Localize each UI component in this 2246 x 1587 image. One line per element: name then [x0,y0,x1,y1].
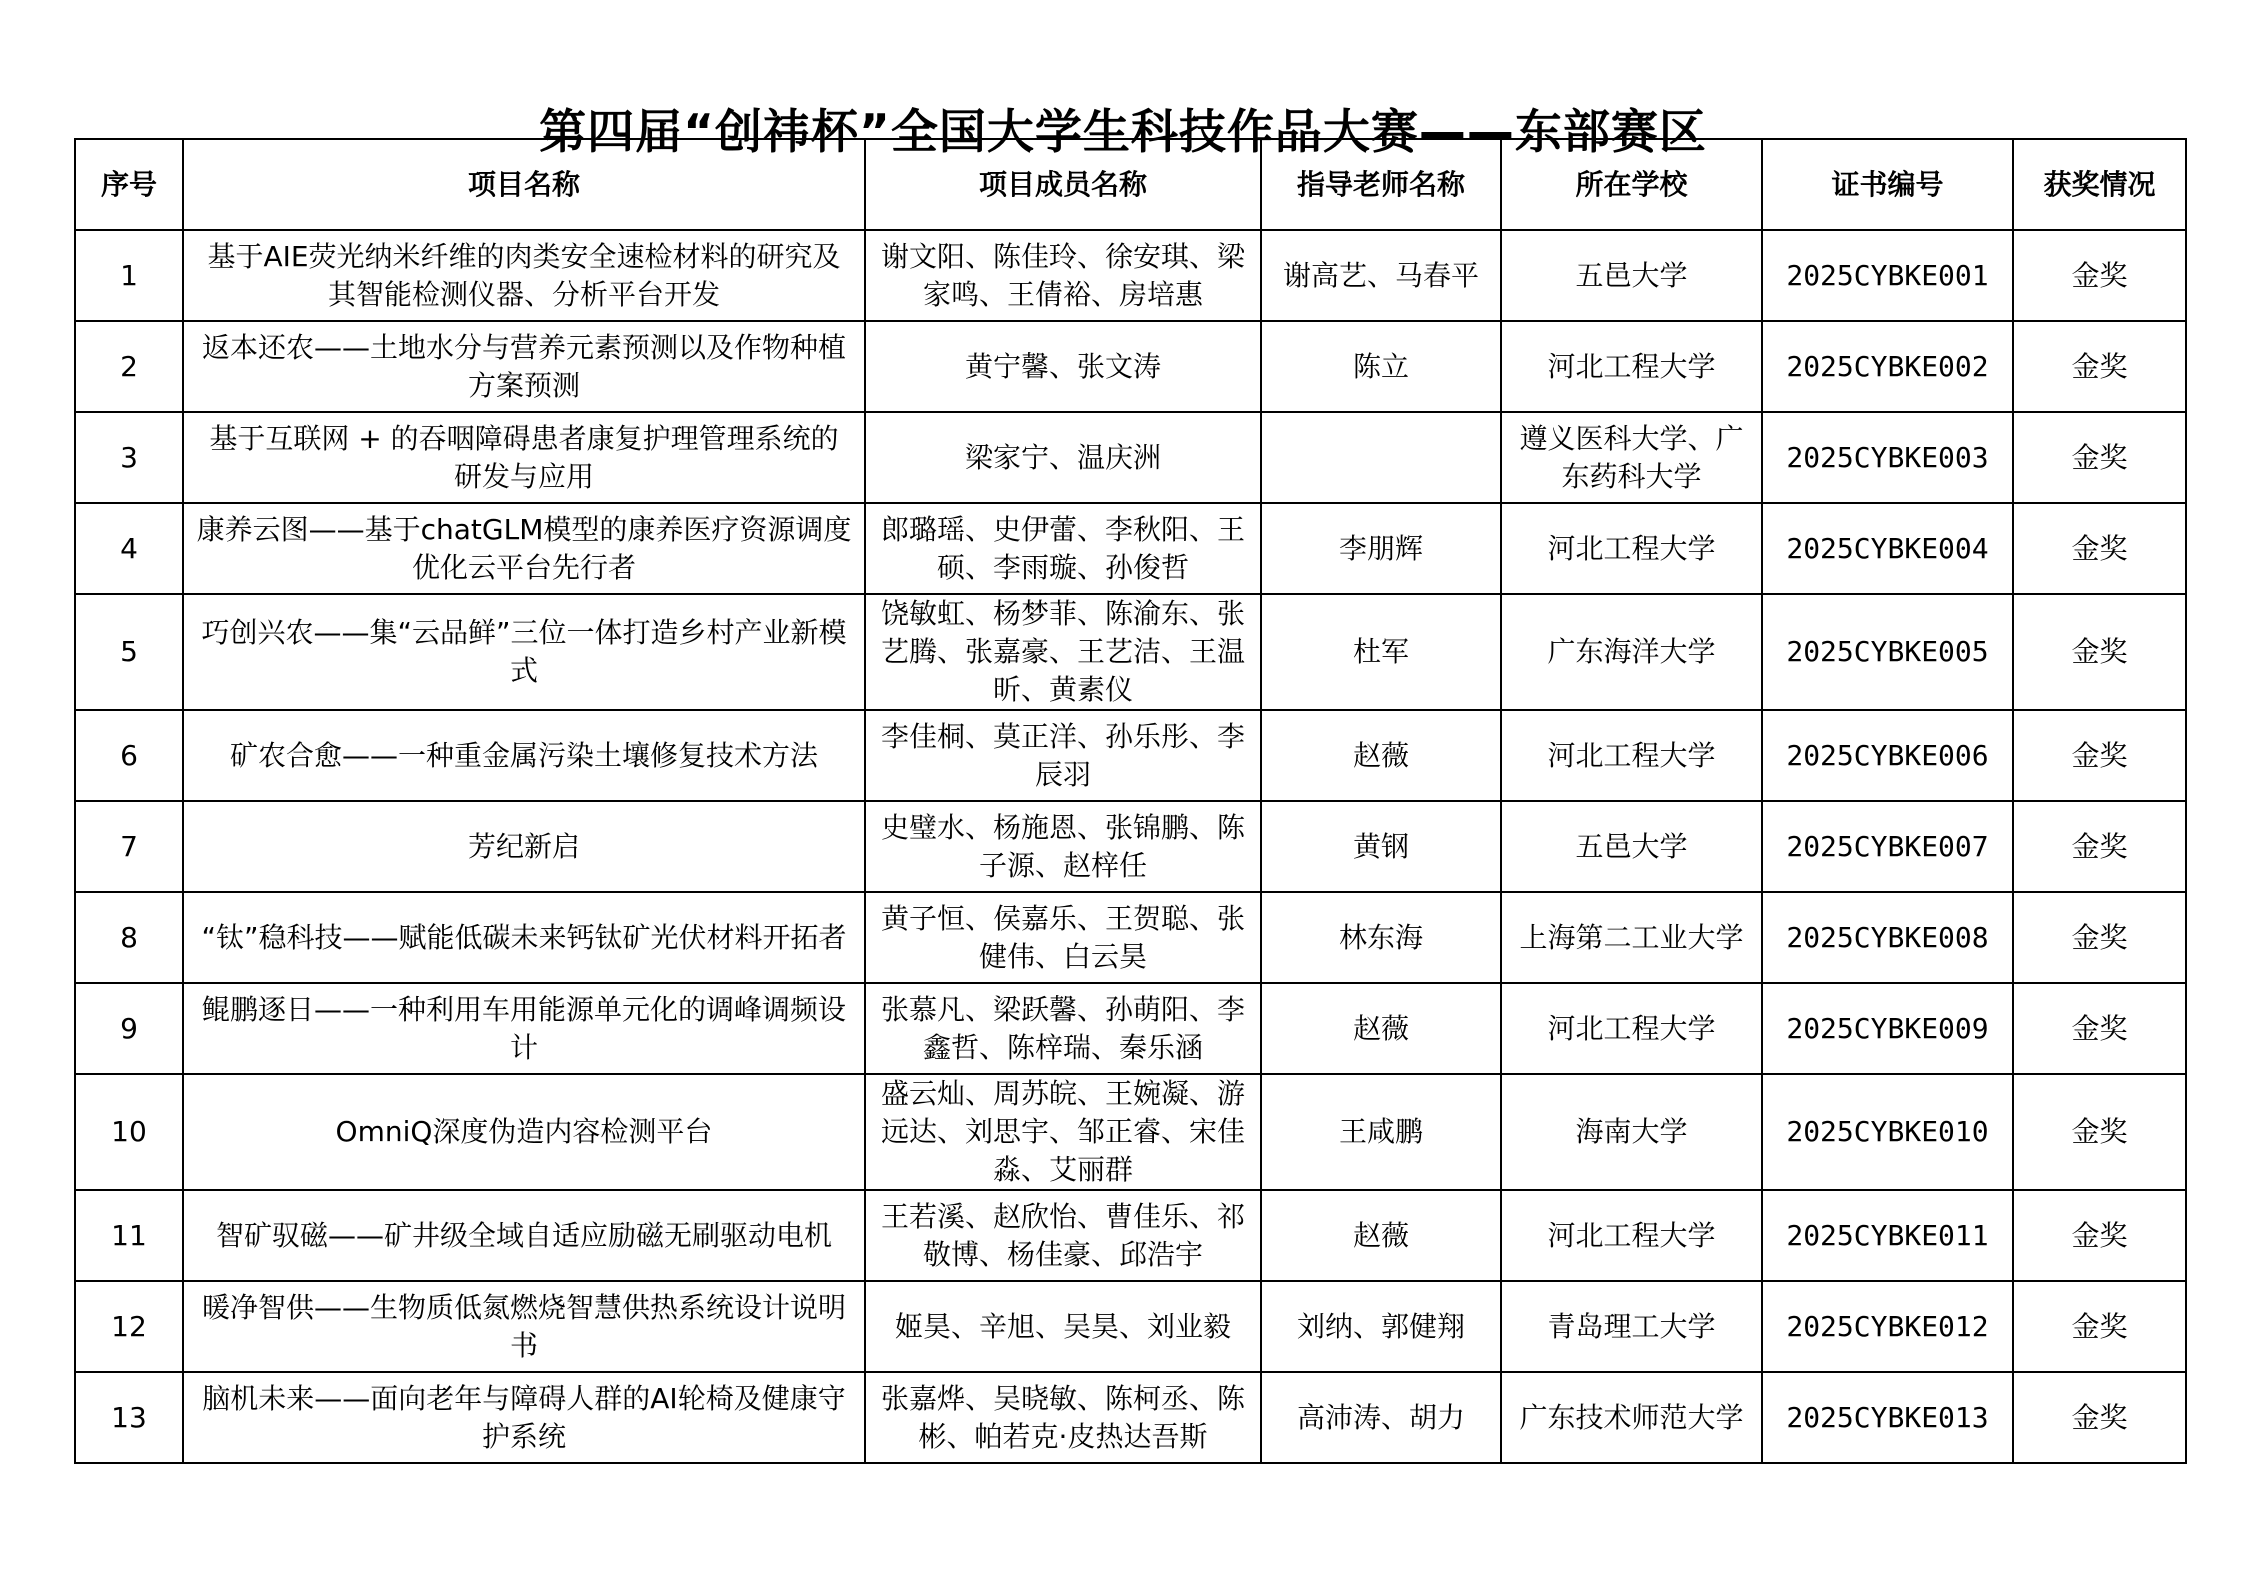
cell-school: 青岛理工大学 [1501,1281,1762,1372]
table-row [75,230,2186,321]
cell-index: 13 [75,1372,183,1463]
cell-project: 返本还农——土地水分与营养元素预测以及作物种植方案预测 [183,321,865,412]
cell-members: 李佳桐、莫正洋、孙乐彤、李辰羽 [865,710,1261,801]
cell-members: 郎璐瑶、史伊蕾、李秋阳、王硕、李雨璇、孙俊哲 [865,503,1261,594]
cell-index: 4 [75,503,183,594]
cell-index: 8 [75,892,183,983]
cell-cert: 2025CYBKE012 [1762,1281,2013,1372]
cell-cert: 2025CYBKE001 [1762,230,2013,321]
table-row [75,1281,2186,1372]
cell-members: 张慕凡、梁跃馨、孙萌阳、李鑫哲、陈梓瑞、秦乐涵 [865,983,1261,1074]
cell-project: 基于互联网 + 的吞咽障碍患者康复护理管理系统的研发与应用 [183,412,865,503]
cell-advisor: 林东海 [1261,892,1501,983]
cell-cert: 2025CYBKE006 [1762,710,2013,801]
cell-cert: 2025CYBKE009 [1762,983,2013,1074]
cell-award: 金奖 [2013,321,2186,412]
cell-project: 暖净智供——生物质低氮燃烧智慧供热系统设计说明书 [183,1281,865,1372]
cell-index: 2 [75,321,183,412]
header-cert: 证书编号 [1762,139,2013,230]
cell-advisor: 赵薇 [1261,710,1501,801]
cell-cert: 2025CYBKE013 [1762,1372,2013,1463]
cell-members: 饶敏虹、杨梦菲、陈渝东、张艺腾、张嘉豪、王艺洁、王温昕、黄素仪 [865,594,1261,710]
cell-index: 1 [75,230,183,321]
header-index: 序号 [75,139,183,230]
cell-cert: 2025CYBKE004 [1762,503,2013,594]
cell-advisor: 黄钢 [1261,801,1501,892]
cell-award: 金奖 [2013,801,2186,892]
table-row [75,594,2186,710]
cell-cert: 2025CYBKE011 [1762,1190,2013,1281]
cell-award: 金奖 [2013,983,2186,1074]
header-members: 项目成员名称 [865,139,1261,230]
cell-school: 河北工程大学 [1501,1190,1762,1281]
cell-award: 金奖 [2013,1074,2186,1190]
table-row [75,412,2186,503]
cell-school: 河北工程大学 [1501,503,1762,594]
cell-school: 广东海洋大学 [1501,594,1762,710]
cell-members: 史璧水、杨施恩、张锦鹏、陈子源、赵梓任 [865,801,1261,892]
cell-index: 5 [75,594,183,710]
table-row [75,983,2186,1074]
cell-index: 7 [75,801,183,892]
cell-project: “钛”稳科技——赋能低碳未来钙钛矿光伏材料开拓者 [183,892,865,983]
cell-award: 金奖 [2013,412,2186,503]
cell-cert: 2025CYBKE010 [1762,1074,2013,1190]
cell-members: 谢文阳、陈佳玲、徐安琪、梁家鸣、王倩裕、房培惠 [865,230,1261,321]
cell-index: 3 [75,412,183,503]
cell-advisor: 赵薇 [1261,983,1501,1074]
cell-award: 金奖 [2013,503,2186,594]
cell-advisor [1261,412,1501,503]
cell-award: 金奖 [2013,1190,2186,1281]
header-award: 获奖情况 [2013,139,2186,230]
cell-award: 金奖 [2013,710,2186,801]
cell-school: 五邑大学 [1501,801,1762,892]
table-row [75,1190,2186,1281]
cell-members: 王若溪、赵欣怡、曹佳乐、祁敬博、杨佳豪、邱浩宇 [865,1190,1261,1281]
cell-advisor: 刘纳、郭健翔 [1261,1281,1501,1372]
table-row [75,1372,2186,1463]
table-row [75,892,2186,983]
cell-award: 金奖 [2013,230,2186,321]
cell-project: 智矿驭磁——矿井级全域自适应励磁无刷驱动电机 [183,1190,865,1281]
cell-advisor: 赵薇 [1261,1190,1501,1281]
header-row [75,139,2186,230]
cell-school: 五邑大学 [1501,230,1762,321]
cell-members: 张嘉烨、吴晓敏、陈柯丞、陈彬、帕若克·皮热达吾斯 [865,1372,1261,1463]
cell-cert: 2025CYBKE007 [1762,801,2013,892]
cell-cert: 2025CYBKE002 [1762,321,2013,412]
cell-project: 鲲鹏逐日——一种利用车用能源单元化的调峰调频设计 [183,983,865,1074]
cell-advisor: 谢高艺、马春平 [1261,230,1501,321]
cell-members: 黄子恒、侯嘉乐、王贺聪、张健伟、白云昊 [865,892,1261,983]
table-row [75,801,2186,892]
cell-award: 金奖 [2013,594,2186,710]
cell-members: 黄宁馨、张文涛 [865,321,1261,412]
cell-cert: 2025CYBKE005 [1762,594,2013,710]
header-school: 所在学校 [1501,139,1762,230]
cell-members: 梁家宁、温庆洲 [865,412,1261,503]
cell-advisor: 高沛涛、胡力 [1261,1372,1501,1463]
cell-school: 河北工程大学 [1501,983,1762,1074]
awards-table [74,138,2187,1464]
table-row [75,503,2186,594]
cell-index: 12 [75,1281,183,1372]
cell-project: 矿农合愈——一种重金属污染土壤修复技术方法 [183,710,865,801]
cell-project: 康养云图——基于chatGLM模型的康养医疗资源调度优化云平台先行者 [183,503,865,594]
table-row [75,1074,2186,1190]
cell-advisor: 王咸鹏 [1261,1074,1501,1190]
cell-cert: 2025CYBKE003 [1762,412,2013,503]
cell-project: OmniQ深度伪造内容检测平台 [183,1074,865,1190]
cell-advisor: 陈立 [1261,321,1501,412]
table-row [75,710,2186,801]
cell-school: 河北工程大学 [1501,321,1762,412]
header-advisor: 指导老师名称 [1261,139,1501,230]
cell-advisor: 李朋辉 [1261,503,1501,594]
cell-advisor: 杜军 [1261,594,1501,710]
cell-project: 脑机未来——面向老年与障碍人群的AI轮椅及健康守护系统 [183,1372,865,1463]
page-title: 第四届“创祎杯”全国大学生科技作品大赛——东部赛区 [539,105,1707,161]
cell-cert: 2025CYBKE008 [1762,892,2013,983]
cell-project: 芳纪新启 [183,801,865,892]
cell-school: 上海第二工业大学 [1501,892,1762,983]
cell-award: 金奖 [2013,892,2186,983]
cell-index: 6 [75,710,183,801]
cell-project: 巧创兴农——集“云品鲜”三位一体打造乡村产业新模式 [183,594,865,710]
header-project: 项目名称 [183,139,865,230]
cell-index: 10 [75,1074,183,1190]
table-row [75,321,2186,412]
cell-members: 盛云灿、周苏皖、王婉凝、游远达、刘思宇、邹正睿、宋佳淼、艾丽群 [865,1074,1261,1190]
cell-school: 河北工程大学 [1501,710,1762,801]
cell-index: 9 [75,983,183,1074]
cell-school: 海南大学 [1501,1074,1762,1190]
cell-school: 广东技术师范大学 [1501,1372,1762,1463]
cell-school: 遵义医科大学、广东药科大学 [1501,412,1762,503]
cell-members: 姬昊、辛旭、吴昊、刘业毅 [865,1281,1261,1372]
cell-index: 11 [75,1190,183,1281]
cell-project: 基于AIE荧光纳米纤维的肉类安全速检材料的研究及其智能检测仪器、分析平台开发 [183,230,865,321]
cell-award: 金奖 [2013,1281,2186,1372]
cell-award: 金奖 [2013,1372,2186,1463]
